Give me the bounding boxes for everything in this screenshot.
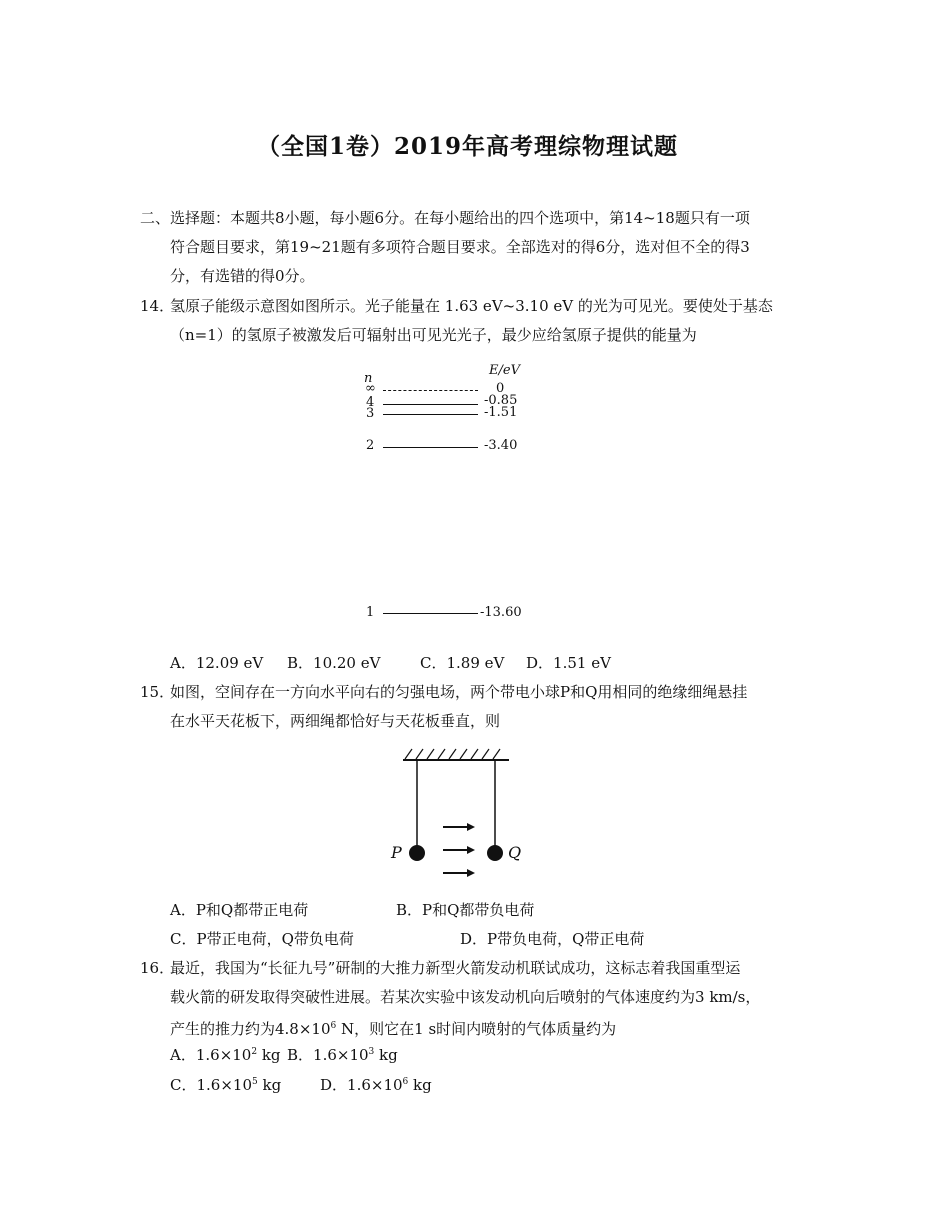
level-line-4 <box>383 404 478 405</box>
level-e-inf: 0 <box>496 381 505 396</box>
q15-option-c: C．P带正电荷，Q带负电荷 <box>170 930 354 948</box>
q15-option-a: A．P和Q都带正电荷 <box>170 901 309 919</box>
section-intro-line1: 二、选择题：本题共8小题，每小题6分。在每小题给出的四个选项中，第14~18题只有一项 <box>140 209 750 227</box>
level-n-inf: ∞ <box>365 381 376 396</box>
q16-option-b: B．$1.6\times 10^3$ kg <box>287 1046 398 1064</box>
q14-option-d: D．1.51 eV <box>526 654 611 672</box>
charged-balls-diagram <box>385 742 535 887</box>
level-line-inf <box>383 390 478 391</box>
ball-q-icon <box>487 845 503 861</box>
q14-option-b: B．10.20 eV <box>287 654 381 672</box>
q15-option-b: B．P和Q都带负电荷 <box>396 901 535 919</box>
level-e-2: -3.40 <box>484 438 518 453</box>
page-title: （全国1卷）2019年高考理综物理试题 <box>256 133 679 160</box>
level-n-1: 1 <box>366 605 375 620</box>
q15-option-d: D．P带负电荷，Q带正电荷 <box>460 930 645 948</box>
level-e-4: -0.85 <box>484 393 518 408</box>
q16-option-a: A．$1.6\times 10^2$ kg <box>170 1046 281 1064</box>
q15-text-line2: 在水平天花板下，两细绳都恰好与天花板垂直，则 <box>170 712 501 730</box>
ceiling-icon <box>403 749 509 760</box>
level-line-1 <box>383 613 478 614</box>
level-n-2: 2 <box>366 438 375 453</box>
q16-text-line3: 产生的推力约为$4.8\times 10^6$ N，则它在1 s时间内喷射的气体质量约为 <box>170 1020 617 1038</box>
q14-text-line1: 氢原子能级示意图如图所示。光子能量在 1.63 eV~3.10 eV 的光为可见光。要使处于基态 <box>170 297 773 315</box>
ball-q-label: Q <box>508 843 522 862</box>
q14-number: 14． <box>140 297 175 315</box>
q15-number: 15． <box>140 683 175 701</box>
q16-number: 16． <box>140 959 175 977</box>
q16-text-line1: 最近，我国为“长征九号”研制的大推力新型火箭发动机联试成功，这标志着我国重型运 <box>170 959 741 977</box>
q16-option-c: C．$1.6\times 10^5$ kg <box>170 1076 282 1094</box>
level-e-1: -13.60 <box>480 605 522 620</box>
q14-option-c: C．1.89 eV <box>420 654 505 672</box>
q14-text-line2: （n=1）的氢原子被激发后可辐射出可见光光子，最少应给氢原子提供的能量为 <box>170 326 697 344</box>
energy-axis-label: E/eV <box>489 363 520 378</box>
ball-p-label: P <box>391 843 402 862</box>
level-e-3: -1.51 <box>484 405 518 420</box>
level-n-4: 4 <box>366 395 375 410</box>
q14-option-a: A．12.09 eV <box>170 654 264 672</box>
q16-option-d: D．$1.6\times 10^6$ kg <box>320 1076 432 1094</box>
section-intro-line2: 符合题目要求，第19~21题有多项符合题目要求。全部选对的得6分，选对但不全的得3 <box>170 238 750 256</box>
q15-text-line1: 如图，空间存在一方向水平向右的匀强电场，两个带电小球P和Q用相同的绝缘细绳悬挂 <box>170 683 748 701</box>
ball-p-icon <box>409 845 425 861</box>
level-n-3: 3 <box>366 406 375 421</box>
q16-text-line2: 载火箭的研发取得突破性进展。若某次实验中该发动机向后喷射的气体速度约为3 km/s， <box>170 988 761 1006</box>
n-axis-label: n <box>364 371 373 386</box>
electric-field-arrows-icon <box>443 823 475 877</box>
level-line-2 <box>383 447 478 448</box>
section-intro-line3: 分，有选错的得0分。 <box>170 267 315 285</box>
level-line-3 <box>383 414 478 415</box>
